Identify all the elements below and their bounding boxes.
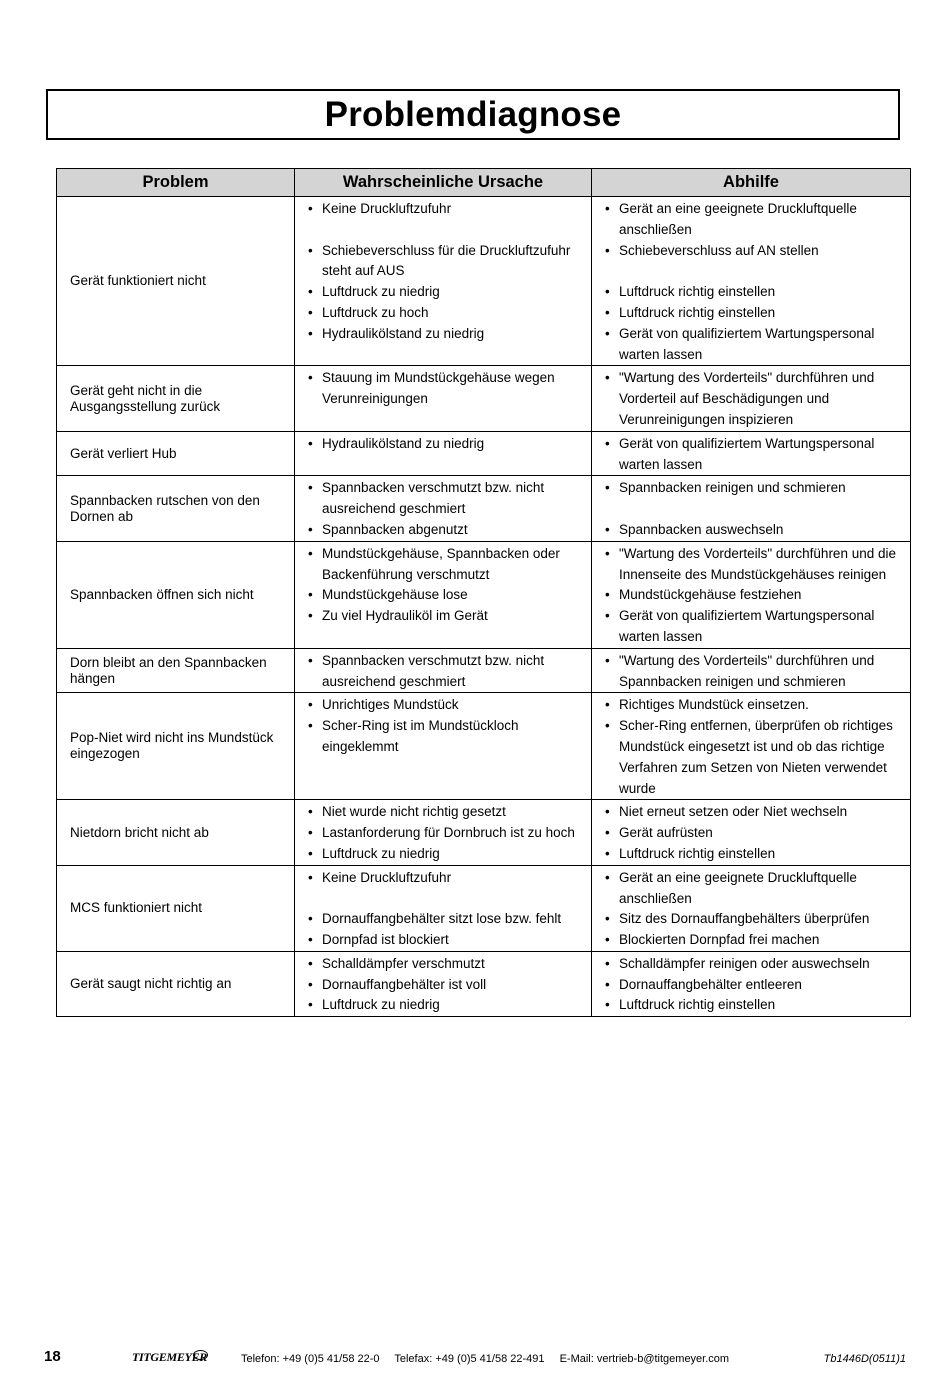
remedy-cell — [592, 476, 911, 541]
cause-item: • Schalldämpfer verschmutzt — [301, 954, 585, 975]
remedy-item: • Gerät von qualifiziertem Wartungspersonal warten lassen — [598, 606, 904, 648]
remedy-item: • Richtiges Mundstück einsetzen. — [598, 695, 904, 716]
cause-list — [301, 368, 585, 410]
cause-cell — [295, 693, 592, 800]
remedy-item: • Dornauffangbehälter entleeren — [598, 975, 904, 996]
list-spacer — [598, 261, 904, 282]
table-row — [57, 951, 911, 1016]
cause-item: • Spannbacken verschmutzt bzw. nicht ausreichend geschmiert — [301, 651, 585, 693]
remedy-cell — [592, 431, 911, 476]
cause-item: • Niet wurde nicht richtig gesetzt — [301, 802, 585, 823]
table-row — [57, 476, 911, 541]
fax-number: Telefax: +49 (0)5 41/58 22-491 — [394, 1353, 545, 1365]
company-logo: TITGEMEYER — [132, 1350, 208, 1364]
diagnosis-table — [56, 168, 911, 1017]
cause-item: • Mundstückgehäuse, Spannbacken oder Backenführung verschmutzt — [301, 544, 585, 586]
remedy-item: • Spannbacken auswechseln — [598, 520, 904, 541]
cause-item: • Luftdruck zu hoch — [301, 303, 585, 324]
header-problem: Problem — [57, 169, 295, 197]
cause-cell — [295, 476, 592, 541]
table-row — [57, 800, 911, 865]
cause-item: • Zu viel Hydrauliköl im Gerät — [301, 606, 585, 627]
problem-cell: MCS funktioniert nicht — [57, 865, 295, 951]
remedy-cell — [592, 951, 911, 1016]
contact-info — [241, 1353, 741, 1365]
cause-list — [301, 802, 585, 864]
problem-cell: Dorn bleibt an den Spannbacken hängen — [57, 648, 295, 693]
remedy-item: • Gerät an eine geeignete Druckluftquelle anschließen — [598, 199, 904, 241]
cause-cell — [295, 648, 592, 693]
table-row — [57, 693, 911, 800]
cause-item: • Scher-Ring ist im Mundstückloch eingeklemmt — [301, 716, 585, 758]
remedy-item: • Gerät aufrüsten — [598, 823, 904, 844]
problem-cell: Nietdorn bricht nicht ab — [57, 800, 295, 865]
cause-item: • Hydraulikölstand zu niedrig — [301, 324, 585, 345]
remedy-item: • Luftdruck richtig einstellen — [598, 844, 904, 865]
problem-cell: Pop-Niet wird nicht ins Mundstück eingezogen — [57, 693, 295, 800]
cause-cell — [295, 951, 592, 1016]
remedy-item: • Sitz des Dornauffangbehälters überprüfen — [598, 909, 904, 930]
cause-item: • Hydraulikölstand zu niedrig — [301, 434, 585, 455]
problem-cell: Gerät geht nicht in die Ausgangsstellung zurück — [57, 366, 295, 431]
page-footer — [0, 1346, 950, 1370]
cause-item: • Keine Druckluftzufuhr — [301, 868, 585, 889]
cause-cell — [295, 431, 592, 476]
remedy-cell — [592, 648, 911, 693]
remedy-cell — [592, 541, 911, 648]
phone-number: Telefon: +49 (0)5 41/58 22-0 — [241, 1353, 380, 1365]
cause-item: • Dornpfad ist blockiert — [301, 930, 585, 951]
remedy-item: • Gerät von qualifiziertem Wartungspersonal warten lassen — [598, 324, 904, 366]
table-row — [57, 865, 911, 951]
cause-item: • Luftdruck zu niedrig — [301, 995, 585, 1016]
cause-item: • Keine Druckluftzufuhr — [301, 199, 585, 220]
cause-list — [301, 651, 585, 693]
remedy-item: • Luftdruck richtig einstellen — [598, 282, 904, 303]
remedy-item: • Mundstückgehäuse festziehen — [598, 585, 904, 606]
email-address: E-Mail: vertrieb-b@titgemeyer.com — [559, 1353, 730, 1365]
problem-cell: Spannbacken öffnen sich nicht — [57, 541, 295, 648]
problem-cell: Gerät verliert Hub — [57, 431, 295, 476]
remedy-item: • Luftdruck richtig einstellen — [598, 303, 904, 324]
remedy-cell — [592, 693, 911, 800]
remedy-list — [598, 868, 904, 951]
cause-item: • Mundstückgehäuse lose — [301, 585, 585, 606]
cause-item: • Dornauffangbehälter ist voll — [301, 975, 585, 996]
table-row — [57, 431, 911, 476]
document-reference: Tb1446D(0511)1 — [823, 1353, 906, 1365]
remedy-list — [598, 434, 904, 476]
page-number: 18 — [44, 1348, 61, 1365]
remedy-item: • "Wartung des Vorderteils" durchführen und die Innenseite des Mundstückgehäuses reinigen — [598, 544, 904, 586]
remedy-cell — [592, 366, 911, 431]
cause-list — [301, 478, 585, 540]
cause-item: • Unrichtiges Mundstück — [301, 695, 585, 716]
cause-list — [301, 544, 585, 627]
cause-list — [301, 695, 585, 757]
cause-cell — [295, 865, 592, 951]
header-cause: Wahrscheinliche Ursache — [295, 169, 592, 197]
remedy-list — [598, 368, 904, 430]
cause-list — [301, 434, 585, 455]
problem-cell: Gerät saugt nicht richtig an — [57, 951, 295, 1016]
remedy-item: • Luftdruck richtig einstellen — [598, 995, 904, 1016]
cause-cell — [295, 541, 592, 648]
list-spacer — [301, 889, 585, 910]
list-spacer — [598, 499, 904, 520]
remedy-cell — [592, 800, 911, 865]
remedy-item: • Spannbacken reinigen und schmieren — [598, 478, 904, 499]
page-title: Problemdiagnose — [324, 94, 622, 134]
remedy-list — [598, 544, 904, 648]
remedy-item: • Blockierten Dornpfad frei machen — [598, 930, 904, 951]
remedy-list — [598, 199, 904, 365]
table-row — [57, 197, 911, 366]
table-row — [57, 366, 911, 431]
cause-cell — [295, 800, 592, 865]
list-spacer — [301, 220, 585, 241]
cause-list — [301, 199, 585, 345]
cause-list — [301, 954, 585, 1016]
remedy-list — [598, 478, 904, 540]
cause-item: • Schiebeverschluss für die Druckluftzufuhr steht auf AUS — [301, 241, 585, 283]
remedy-cell — [592, 197, 911, 366]
remedy-item: • Gerät an eine geeignete Druckluftquelle anschließen — [598, 868, 904, 910]
remedy-list — [598, 651, 904, 693]
cause-item: • Dornauffangbehälter sitzt lose bzw. fehlt — [301, 909, 585, 930]
title-box — [46, 89, 900, 140]
remedy-item: • "Wartung des Vorderteils" durchführen und Vorderteil auf Beschädigungen und Verunreinigungen inspizieren — [598, 368, 904, 430]
cause-item: • Luftdruck zu niedrig — [301, 282, 585, 303]
cause-item: • Lastanforderung für Dornbruch ist zu hoch — [301, 823, 585, 844]
remedy-list — [598, 802, 904, 864]
problem-cell: Spannbacken rutschen von den Dornen ab — [57, 476, 295, 541]
remedy-item: • Niet erneut setzen oder Niet wechseln — [598, 802, 904, 823]
table-header-row — [57, 169, 911, 197]
table-row — [57, 648, 911, 693]
remedy-item: • Scher-Ring entfernen, überprüfen ob richtiges Mundstück eingesetzt ist und ob das richtige Verfahren zum Setzen von Nieten verwendet wurde — [598, 716, 904, 799]
logo-mark-icon — [193, 1350, 208, 1360]
cause-item: • Spannbacken abgenutzt — [301, 520, 585, 541]
cause-cell — [295, 366, 592, 431]
table-row — [57, 541, 911, 648]
cause-item: • Stauung im Mundstückgehäuse wegen Verunreinigungen — [301, 368, 585, 410]
remedy-list — [598, 695, 904, 799]
remedy-cell — [592, 865, 911, 951]
remedy-item: • Schalldämpfer reinigen oder auswechseln — [598, 954, 904, 975]
header-remedy: Abhilfe — [592, 169, 911, 197]
problem-cell: Gerät funktioniert nicht — [57, 197, 295, 366]
remedy-list — [598, 954, 904, 1016]
remedy-item: • Gerät von qualifiziertem Wartungspersonal warten lassen — [598, 434, 904, 476]
cause-list — [301, 868, 585, 951]
cause-cell — [295, 197, 592, 366]
remedy-item: • "Wartung des Vorderteils" durchführen und Spannbacken reinigen und schmieren — [598, 651, 904, 693]
cause-item: • Luftdruck zu niedrig — [301, 844, 585, 865]
cause-item: • Spannbacken verschmutzt bzw. nicht ausreichend geschmiert — [301, 478, 585, 520]
remedy-item: • Schiebeverschluss auf AN stellen — [598, 241, 904, 262]
